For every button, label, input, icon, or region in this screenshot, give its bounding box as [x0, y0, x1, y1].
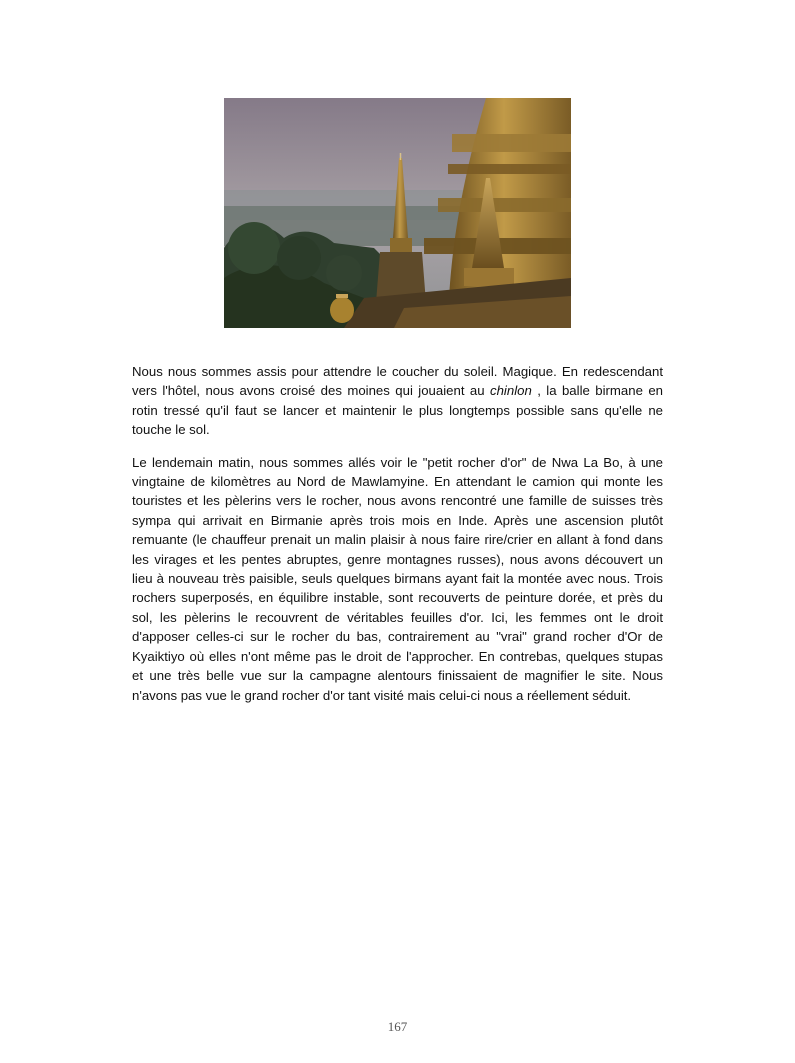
page-number: 167 [387, 1019, 408, 1034]
body-text [132, 362, 663, 718]
paragraph-2: Le lendemain matin, nous sommes allés voir le "petit rocher d'or" de Nwa La Bo, à une vingtaine de kilomètres au Nord de Mawlamyine. En attendant le camion qui monte les touristes et les pèlerins vers le rocher, nous avons rencontré une famille de suisses très sympa qui arrivait en Birmanie après trois mois en Inde. Après une ascension plutôt remuante (le chauffeur prenait un malin plaisir à nous faire rire/crier en allant à fond dans les virages et les pentes abruptes, genre montagnes russes), nous avons découvert un lieu à nouveau très paisible, seuls quelques birmans ayant fait la montée avec nous. Trois rochers superposés, en équilibre instable, sont recouverts de peinture dorée, et près du sol, les pèlerins le recouvrent de véritables feuilles d'or. Ici, les femmes ont le droit d'apposer celles-ci sur le rocher du bas, contrairement au "vrai" grand rocher d'Or de Kyaiktiyo où elles n'ont même pas le droit de l'approcher. En contrebas, quelques stupas et une très belle vue sur la campagne alentours finissaient de magnifier le site. Nous n'avons pas vue le grand rocher d'or tant visité mais celui-ci nous a réellement séduit. [132, 454, 663, 703]
chinlon-term: chinlon [490, 383, 532, 399]
golden-pagoda-at-dusk-icon [224, 98, 571, 328]
paragraph-1-start: Nous nous sommes assis pour attendre le coucher du soleil. Magique. En redescendant vers l'hôtel, nous avons croisé des moines qui jouaient au [132, 364, 663, 399]
paragraph-1 [132, 362, 663, 440]
paragraph-1-end: , la balle birmane en rotin tressé qu'il faut se lancer et maintenir le plus longtemps possible sans qu'elle ne touche le sol. [132, 383, 663, 438]
pagoda-photo [224, 98, 571, 328]
